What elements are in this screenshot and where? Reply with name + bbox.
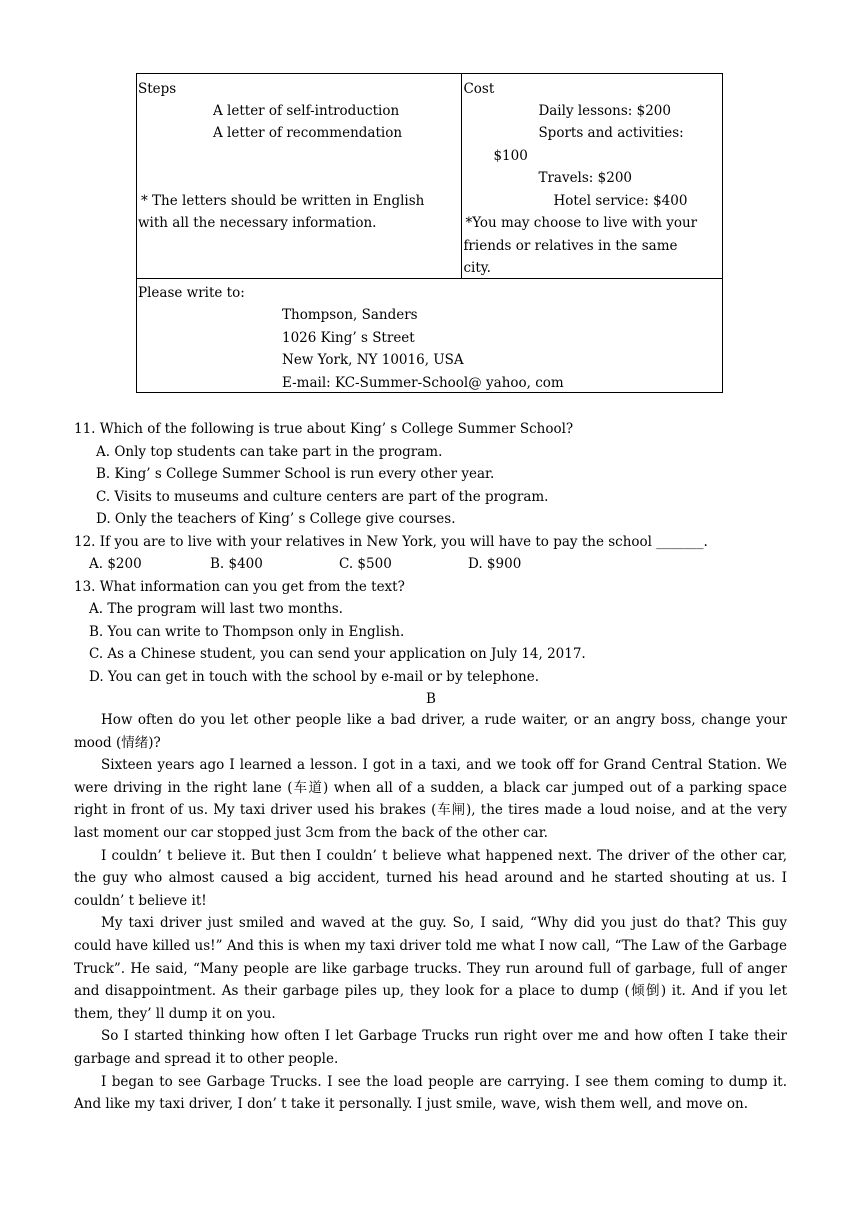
- q12-stem: 12. If you are to live with your relatives in New York, you will have to pay the school _______.: [74, 534, 708, 550]
- q11-option-d: D. Only the teachers of King’ s College give courses.: [96, 511, 456, 527]
- contact-street: 1026 King’ s Street: [282, 330, 415, 346]
- q11-option-a: A. Only top students can take part in the program.: [96, 444, 443, 460]
- steps-note-line2: with all the necessary information.: [138, 215, 377, 231]
- q13-stem: 13. What information can you get from the text?: [74, 579, 405, 595]
- cost-sports-line1: Sports and activities:: [538, 125, 684, 141]
- q11-option-c: C. Visits to museums and culture centers are part of the program.: [96, 489, 549, 505]
- q13-option-a: A. The program will last two months.: [89, 601, 343, 617]
- q13-option-c: C. As a Chinese student, you can send your application on July 14, 2017.: [89, 646, 586, 662]
- q13-option-d: D. You can get in touch with the school by e-mail or by telephone.: [89, 669, 540, 685]
- passage-label: B: [426, 691, 436, 707]
- q12-option-c: C. $500: [339, 556, 392, 572]
- q12-option-b: B. $400: [210, 556, 263, 572]
- cost-cell: [462, 74, 723, 279]
- steps-cell: [137, 74, 462, 279]
- passage-paragraph: So I started thinking how often I let Garbage Trucks run right over me and how often I take their garbage and spread it to other people.: [74, 1028, 787, 1067]
- write-header: Please write to:: [138, 285, 245, 301]
- cost-sports-line2: $100: [493, 148, 528, 164]
- cost-note-line2: friends or relatives in the same: [463, 238, 678, 254]
- q12-option-d: D. $900: [468, 556, 522, 572]
- cost-travels: Travels: $200: [538, 170, 633, 186]
- cost-hotel: Hotel service: $400: [553, 193, 688, 209]
- passage-paragraph: My taxi driver just smiled and waved at the guy. So, I said, “Why did you just do that? This guy could have killed us!” And this is when my taxi driver told me what I now call, “The Law of the Garbage Truck”. He said, “Many people are like garbage trucks. They run around full of garbage, full of anger and disappointment. As their garbage piles up, they look for a place to dump (倾倒) it. And if you let them, they’ ll dump it on you.: [74, 915, 787, 1022]
- contact-email: E-mail: KC-Summer-School@ yahoo, com: [282, 375, 564, 391]
- passage-paragraph: I began to see Garbage Trucks. I see the load people are carrying. I see them coming to dump it. And like my taxi driver, I don’ t take it personally. I just smile, wave, wish them well, and move on.: [74, 1073, 787, 1113]
- passage-body: [74, 709, 787, 1116]
- q11-stem: 11. Which of the following is true about King’ s College Summer School?: [74, 421, 574, 437]
- q11-option-b: B. King’ s College Summer School is run every other year.: [96, 466, 495, 482]
- cost-note-line1: *You may choose to live with your: [465, 215, 698, 231]
- write-to-cell: [137, 279, 723, 393]
- cost-note-line3: city.: [463, 260, 491, 276]
- q12-option-a: A. $200: [89, 556, 142, 572]
- info-table: [136, 73, 723, 393]
- steps-note-line1: * The letters should be written in English: [141, 193, 425, 209]
- steps-item-2: A letter of recommendation: [213, 125, 403, 141]
- contact-city: New York, NY 10016, USA: [282, 352, 464, 368]
- passage-paragraph: I couldn’ t believe it. But then I couldn’ t believe what happened next. The driver of the other car, the guy who almost caused a big accident, turned his head around and he started shouting at us. I couldn’ t believe it!: [74, 847, 787, 909]
- cost-header: Cost: [463, 81, 495, 97]
- passage-paragraph: How often do you let other people like a bad driver, a rude waiter, or an angry boss, change your mood (情绪)?: [74, 712, 787, 751]
- q13-option-b: B. You can write to Thompson only in English.: [89, 624, 405, 640]
- steps-item-1: A letter of self-introduction: [213, 103, 400, 119]
- cost-daily: Daily lessons: $200: [538, 103, 671, 119]
- passage-paragraph: Sixteen years ago I learned a lesson. I got in a taxi, and we took off for Grand Central Station. We were driving in the right lane (车道) when all of a sudden, a black car jumped out of a parking space right in front of us. My taxi driver used his brakes (车闸), the tires made a loud noise, and at the very last moment our car stopped just 3cm from the back of the other car.: [74, 757, 787, 841]
- contact-name: Thompson, Sanders: [282, 307, 418, 323]
- steps-header: Steps: [138, 81, 177, 97]
